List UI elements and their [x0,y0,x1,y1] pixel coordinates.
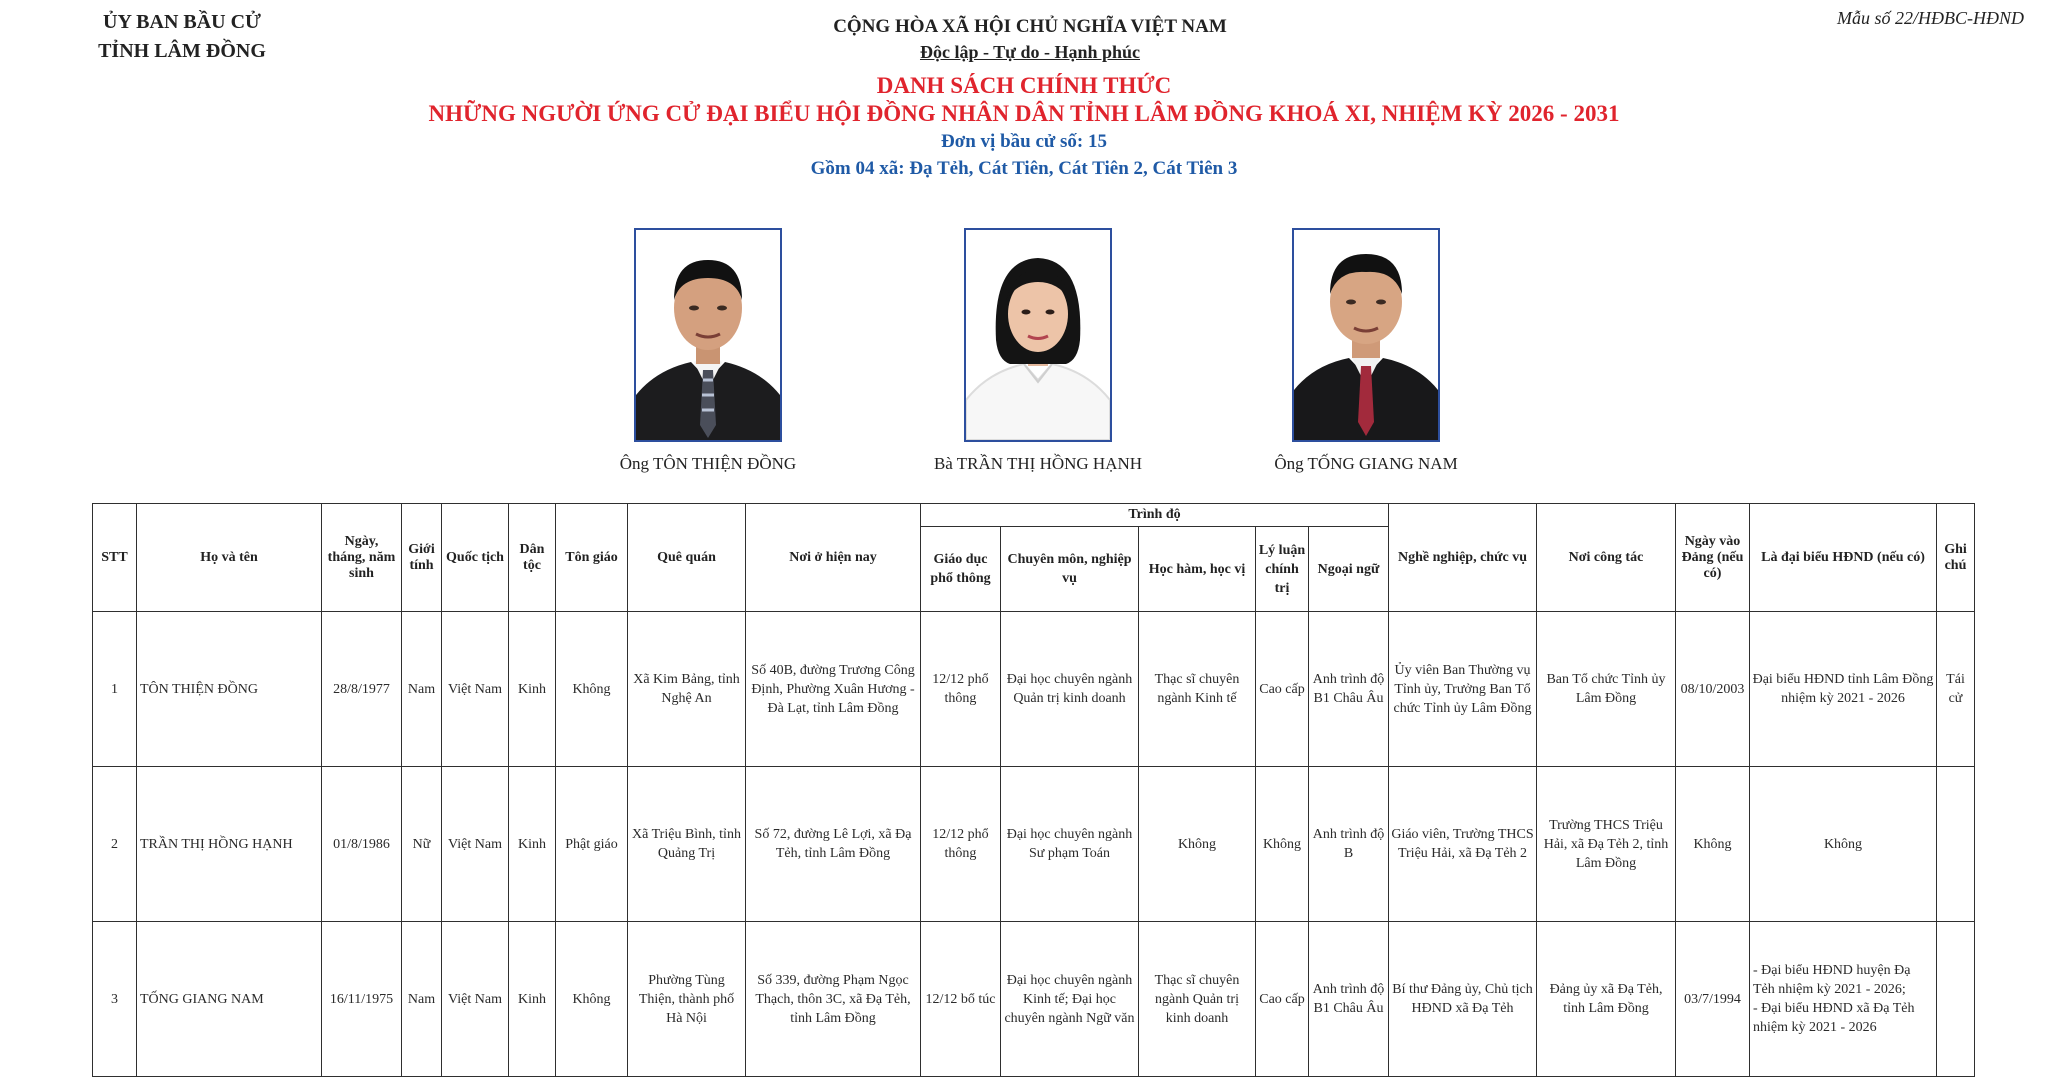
cell-stt: 2 [93,767,137,922]
header-education-group: Trình độ [921,504,1389,527]
authority-line2: TỈNH LÂM ĐỒNG [98,40,266,62]
cell-delegate: Đại biểu HĐND tỉnh Lâm Đồng nhiệm kỳ 2021 - 2026 [1750,612,1937,767]
cell-hometown: Phường Tùng Thiện, thành phố Hà Nội [628,922,746,1077]
cell-language: Anh trình độ B1 Châu Âu [1309,922,1389,1077]
cell-delegate [1750,922,1937,1077]
electoral-communes: Gồm 04 xã: Đạ Tẻh, Cát Tiên, Cát Tiên 2, Cát Tiên 3 [810,158,1238,179]
cell-religion: Không [556,922,628,1077]
candidate-card-3 [1206,228,1526,474]
delegate-line-1: - Đại biểu HĐND huyện Đạ Tẻh nhiệm kỳ 2021 - 2026; [1753,963,1911,997]
cell-party-date: 03/7/1994 [1676,922,1750,1077]
candidate-photo-2 [964,228,1112,442]
cell-degree: Không [1139,767,1256,922]
header-delegate: Là đại biểu HĐND (nếu có) [1750,504,1937,612]
cell-delegate: Không [1750,767,1937,922]
cell-general-edu: 12/12 phổ thông [921,612,1001,767]
header-name: Họ và tên [137,504,322,612]
cell-language: Anh trình độ B1 Châu Âu [1309,612,1389,767]
cell-note: Tái cử [1937,612,1975,767]
candidate-caption-3: Ông TỐNG GIANG NAM [1274,454,1458,473]
candidate-photo-1 [634,228,782,442]
cell-general-edu: 12/12 bổ túc [921,922,1001,1077]
cell-political: Cao cấp [1256,922,1309,1077]
cell-dob: 01/8/1986 [322,767,402,922]
table-row [93,767,1975,922]
cell-residence: Số 72, đường Lê Lợi, xã Đạ Tẻh, tỉnh Lâm Đồng [746,767,921,922]
header-religion: Tôn giáo [556,504,628,612]
cell-gender: Nữ [402,767,442,922]
cell-language: Anh trình độ B [1309,767,1389,922]
cell-gender: Nam [402,922,442,1077]
header-party-date: Ngày vào Đảng (nếu có) [1676,504,1750,612]
issuing-authority [62,8,302,66]
cell-party-date: 08/10/2003 [1676,612,1750,767]
cell-political: Không [1256,767,1309,922]
cell-dob: 28/8/1977 [322,612,402,767]
cell-occupation: Giáo viên, Trường THCS Triệu Hải, xã Đạ Tẻh 2 [1389,767,1537,922]
national-motto: Độc lập - Tự do - Hạnh phúc [919,42,1141,62]
header-political: Lý luận chính trị [1256,527,1309,612]
header-degree: Học hàm, học vị [1139,527,1256,612]
cell-gender: Nam [402,612,442,767]
cell-workplace: Ban Tổ chức Tỉnh ủy Lâm Đồng [1537,612,1676,767]
cell-specialty: Đại học chuyên ngành Sư phạm Toán [1001,767,1139,922]
cell-degree: Thạc sĩ chuyên ngành Kinh tế [1139,612,1256,767]
cell-hometown: Xã Kim Bảng, tỉnh Nghệ An [628,612,746,767]
cell-nationality: Việt Nam [442,767,509,922]
cell-stt: 3 [93,922,137,1077]
header-general-edu: Giáo dục phổ thông [921,527,1001,612]
candidate-table [92,503,1975,1077]
cell-specialty: Đại học chuyên ngành Kinh tế; Đại học chuyên ngành Ngữ văn [1001,922,1139,1077]
delegate-line-2: - Đại biểu HĐND xã Đạ Tẻh nhiệm kỳ 2021 - 2026 [1753,1001,1915,1035]
header-occupation: Nghề nghiệp, chức vụ [1389,504,1537,612]
national-header [760,13,1300,64]
header-hometown: Quê quán [628,504,746,612]
electoral-unit: Đơn vị bầu cử số: 15 [940,131,1108,152]
cell-note [1937,767,1975,922]
cell-ethnicity: Kinh [509,767,556,922]
header-residence: Nơi ở hiện nay [746,504,921,612]
cell-workplace: Trường THCS Triệu Hải, xã Đạ Tẻh 2, tỉnh Lâm Đồng [1537,767,1676,922]
cell-dob: 16/11/1975 [322,922,402,1077]
cell-name: TÔN THIỆN ĐỒNG [137,612,322,767]
header-gender: Giới tính [402,504,442,612]
form-number: Mẫu số 22/HĐBC-HĐND [1837,8,2024,28]
candidate-card-2 [878,228,1198,474]
cell-general-edu: 12/12 phổ thông [921,767,1001,922]
cell-workplace: Đảng ủy xã Đạ Tẻh, tỉnh Lâm Đồng [1537,922,1676,1077]
cell-occupation: Bí thư Đảng ủy, Chủ tịch HĐND xã Đạ Tẻh [1389,922,1537,1077]
table-row [93,922,1975,1077]
table-row [93,612,1975,767]
candidate-caption-1: Ông TÔN THIỆN ĐỒNG [619,454,797,473]
cell-degree: Thạc sĩ chuyên ngành Quản trị kinh doanh [1139,922,1256,1077]
header-ethnicity: Dân tộc [509,504,556,612]
document-titles [0,72,2048,183]
document-title: DANH SÁCH CHÍNH THỨC [876,73,1172,98]
candidate-card-1 [548,228,868,474]
cell-name: TRẦN THỊ HỒNG HẠNH [137,767,322,922]
header-stt: STT [93,504,137,612]
cell-specialty: Đại học chuyên ngành Quản trị kinh doanh [1001,612,1139,767]
header-language: Ngoại ngữ [1309,527,1389,612]
cell-ethnicity: Kinh [509,922,556,1077]
cell-stt: 1 [93,612,137,767]
candidate-photo-3 [1292,228,1440,442]
cell-residence: Số 339, đường Phạm Ngọc Thạch, thôn 3C, xã Đạ Tẻh, tỉnh Lâm Đồng [746,922,921,1077]
cell-political: Cao cấp [1256,612,1309,767]
cell-name: TỐNG GIANG NAM [137,922,322,1077]
header-dob: Ngày, tháng, năm sinh [322,504,402,612]
cell-note [1937,922,1975,1077]
cell-ethnicity: Kinh [509,612,556,767]
candidate-caption-2: Bà TRẦN THỊ HỒNG HẠNH [933,454,1143,473]
cell-nationality: Việt Nam [442,612,509,767]
header-workplace: Nơi công tác [1537,504,1676,612]
cell-religion: Không [556,612,628,767]
cell-occupation: Ủy viên Ban Thường vụ Tỉnh ủy, Trưởng Ban Tổ chức Tỉnh ủy Lâm Đồng [1389,612,1537,767]
authority-line1: ỦY BAN BẦU CỬ [103,11,261,33]
document-subtitle: NHỮNG NGƯỜI ỨNG CỬ ĐẠI BIỂU HỘI ĐỒNG NHÂN DÂN TỈNH LÂM ĐỒNG KHOÁ XI, NHIỆM KỲ 2026 - 2031 [428,101,1620,126]
cell-religion: Phật giáo [556,767,628,922]
cell-residence: Số 40B, đường Trương Công Định, Phường Xuân Hương - Đà Lạt, tỉnh Lâm Đồng [746,612,921,767]
cell-hometown: Xã Triệu Bình, tỉnh Quảng Trị [628,767,746,922]
header-specialty: Chuyên môn, nghiệp vụ [1001,527,1139,612]
cell-nationality: Việt Nam [442,922,509,1077]
header-note: Ghi chú [1937,504,1975,612]
header-nationality: Quốc tịch [442,504,509,612]
cell-party-date: Không [1676,767,1750,922]
nation-title: CỘNG HÒA XÃ HỘI CHỦ NGHĨA VIỆT NAM [833,16,1227,37]
